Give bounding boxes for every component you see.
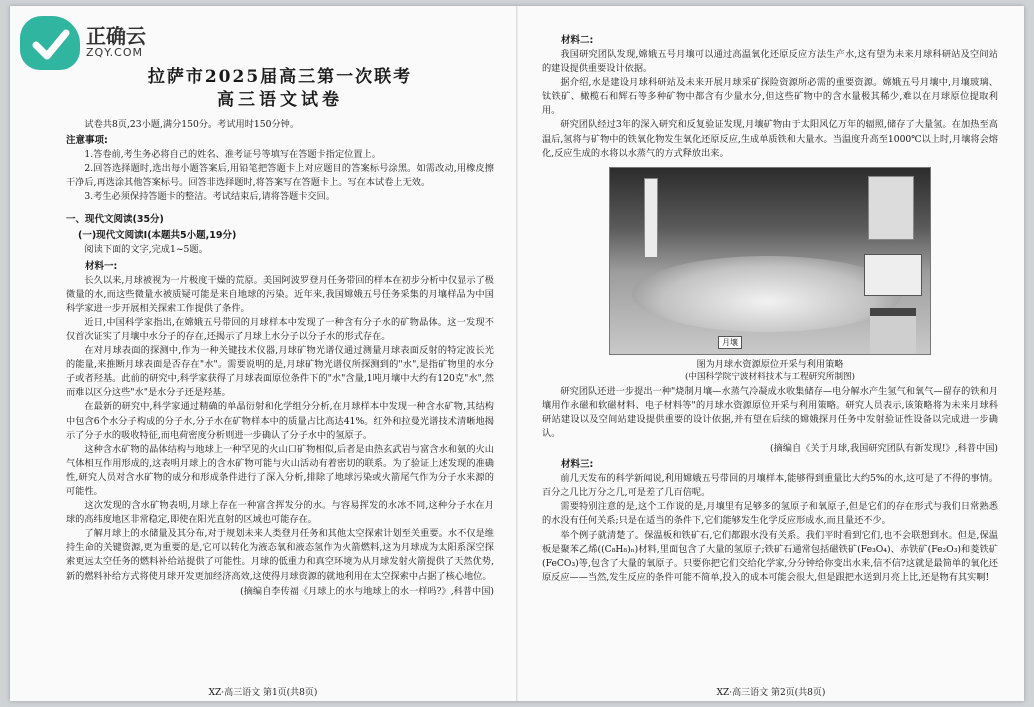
material-heading: 材料一: — [85, 260, 118, 272]
exam-title: 拉萨市2025届高三第一次联考 — [147, 67, 413, 87]
paragraph: 我国研究团队发现,嫦娥五号月壤可以通过高温氧化还原反应方法生产水,这有望为未来月球科研站及空间站的建设提供重要设计依据。 — [542, 49, 998, 75]
paragraph: 这种含水矿物的晶体结构与地球上一种罕见的火山口矿物相似,后者是由热玄武岩与富含水和氨的火山气体相互作用形成的,这表明月球上的含水矿物可能与火山活动有着密切的联系。为了验证上述发现的准确性,研究人员对含水矿物的成分和形成条件进行了深入分析,排除了地球污染或火箭尾气作为分子水来源的可能性。 — [66, 443, 494, 497]
paragraph: 前几天发布的科学新闻说,利用嫦娥五号带回的月壤样本,能够得到重量比大约5%的水,这可是了不得的事情。百分之几比万分之几,可是差了几百倍呢。 — [542, 473, 998, 499]
reading-instruction: 阅读下面的文字,完成1~5题。 — [84, 244, 208, 256]
exam-intro: 试卷共8页,23小题,满分150分。考试用时150分钟。 — [84, 119, 300, 130]
notice-item: 2.回答选择题时,选出每小题答案后,用铅笔把答题卡上对应题目的答案标号涂黑。如需改动,用橡皮擦干净后,再选涂其他答案标号。回答非选择题时,将答案写在答题卡上。写在本试卷上无效。 — [66, 163, 494, 189]
process-panel-shape — [864, 254, 922, 296]
paragraph: 需要特别注意的是,这个工作说的是,月壤里有足够多的氢原子和氧原子,但是它们的存在形式与我们日常熟悉的水没有任何关系;只是在适当的条件下,它们能够发生化学反应形成水,而且量还不少。 — [542, 501, 998, 527]
paragraph: 在最新的研究中,科学家通过精确的单晶衍射和化学组分分析,在月球样本中发现一种含水矿物,其结构中包含6个水分子构成的分子水,分子水在矿物样本中的质量占比高达41%。红外和拉曼光谱技术清晰地揭示了分子水的吸收特征,而电荷密度分析则进一步确认了分子水中的氢原子。 — [66, 401, 494, 441]
paragraph: 研究团队还进一步提出一种"烧制月壤—水蒸气冷凝成水收集储存—电分解水产生氢气和氧气—留存的铁和月壤用作永磁和软磁材料、电子材料等"的月球水资源原位开采与利用策略。研究人员表示,该策略将为未来月球科研站建设以及空间站建设提供重要的设计依据,并有望在后续的嫦娥探月任务中发射验证性设备以完成进一步确认。 — [542, 385, 998, 440]
lunar-water-figure — [609, 167, 931, 355]
figure-label: 月壤 — [718, 336, 742, 349]
paragraph: 近日,中国科学家指出,在嫦娥五号带回的月球样本中发现了一种含有分子水的矿物晶体。这一发现不仅首次证实了月壤中水分子的存在,还揭示了月球上水分子以分子水的形式存在。 — [66, 316, 494, 342]
page-footer: XZ·高三语文 第2页(共8页) — [716, 688, 826, 698]
paragraph: 这次发现的含水矿物表明,月球上存在一种富含挥发分的水。与容易挥发的水冰不同,这种分子水在月球的高纬度地区非常稳定,即使在阳光直射的区域也可能存在。 — [66, 500, 494, 526]
notice-item: 3.考生必须保持答题卡的整洁。考试结束后,请将答题卡交回。 — [84, 191, 335, 203]
material-heading: 材料二: — [561, 35, 594, 46]
page-1 — [10, 6, 516, 701]
subsection-heading: (一)现代文阅读Ⅰ(本题共5小题,19分) — [78, 230, 237, 242]
exam-subtitle: 高三语文试卷 — [217, 90, 343, 110]
material-heading: 材料三: — [561, 459, 594, 471]
paragraph: 在对月球表面的探测中,作为一种关键技术仪器,月球矿物光谱仪通过测量月球表面反射的特定波长光的能量,来推断月球表面是否存在"水"。需要说明的是,月球矿物光谱仪所探测到的"水",是指矿物里的水分子或者羟基。此前的研究中,科学家获得了月球表面原位条件下的"水"含量,1吨月壤中大约有120克"水",然而难以区分这些"水"是水分子还是羟基。 — [66, 345, 494, 399]
logo-url: ZQY.COM — [86, 46, 144, 59]
collection-tower-shape — [644, 178, 658, 258]
logo-name: 正确云 — [86, 24, 146, 48]
section-heading: 一、现代文阅读(35分) — [66, 214, 164, 226]
notice-heading: 注意事项: — [66, 135, 108, 147]
page-footer: XZ·高三语文 第1页(共8页) — [208, 688, 318, 698]
paragraph: 举个例子就清楚了。保温板和铁矿石,它们都跟水没有关系。我们平时看到它们,也不会联想到水。但是,保温板是聚苯乙烯((C₈H₈)ₙ)材料,里面包含了大量的氢原子;铁矿石通常包括磁铁矿(Fe₃O₄)、赤铁矿(Fe₂O₃)和菱铁矿(FeCO₃)等,包含了大量的氧原子。只要你把它们交给化学家,分分钟给你变出水来,信不信?这就是最简单的氧化还原反应——当然,发生反应的条件可能不简单,投入的成本可能会很大,但是跟把水送到月亮上比,还是物有其实啊! — [542, 529, 998, 583]
paragraph: 长久以来,月球被视为一片极度干燥的荒原。美国阿波罗登月任务带回的样本在初步分析中仅显示了极微量的水,而这些微量水被质疑可能是来自地球的污染。近年来,我国嫦娥五号任务采集的月壤样品为中国科学家进一步开展相关探索工作提供了条件。 — [66, 274, 494, 314]
page-2 — [518, 6, 1024, 701]
paragraph: 研究团队经过3年的深入研究和反复验证发现,月壤矿物由于太阳风亿万年的辐照,储存了大量氢。在加热至高温后,氢将与矿物中的铁氧化物发生氧化还原反应,生成单质铁和大量水。当温度升高至1000℃以上时,月壤将会熔化,反应生成的水将以水蒸气的方式释放出来。 — [542, 119, 998, 159]
exam-sheet — [10, 6, 1024, 701]
source-citation: (摘编自《关于月球,我国研究团队有新发现!》,科普中国) — [769, 443, 998, 455]
figure-credit: (中国科学院宁波材料技术与工程研究所制图) — [685, 371, 855, 382]
paragraph: 据介绍,水是建设月球科研站及未来开展月球采矿探险资源所必需的重要资源。嫦娥五号月壤中,月壤玻璃、钛铁矿、橄榄石和辉石等多种矿物中都含有少量水分,但这些矿物中的含水量极其稀少,难以在月球原位提取利用。 — [542, 77, 998, 117]
moon-surface-shape — [632, 256, 902, 332]
figure-caption: 图为月球水资源原位开采与利用策略 — [696, 358, 844, 370]
paragraph: 了解月球上的水储量及其分布,对于规划未来人类登月任务和其他太空探索计划至关重要。水不仅是维持生命的关键资源,更为重要的是,它可以转化为液态氧和液态氢作为火箭燃料,这为月球成为太阳系深空探索更远太空任务的燃料补给站提供了可能性。月球的低重力和真空环境为从月球发射火箭提供了天然优势,新的燃料补给方式将使月球开发更加经济高效,这使得月球资源的就地利用在太空探索中占据了核心地位。 — [66, 528, 494, 582]
source-citation: (摘编自李传福《月球上的水与地球上的水一样吗?》,科普中国) — [240, 585, 494, 597]
storage-tank-shape — [868, 176, 914, 240]
notice-item: 1.答卷前,考生务必将自己的姓名、准考证号等填写在答题卡指定位置上。 — [84, 149, 381, 161]
research-station-shape — [870, 308, 916, 354]
